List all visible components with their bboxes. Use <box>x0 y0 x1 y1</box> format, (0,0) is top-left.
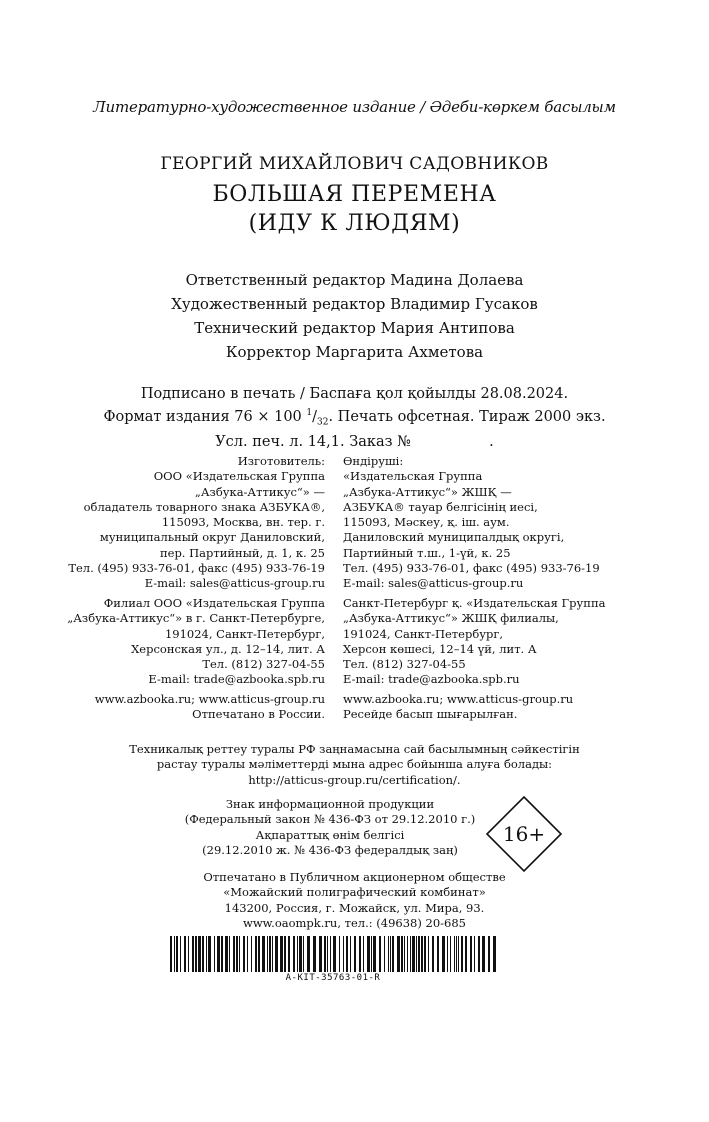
text-line: муниципальный округ Даниловский, <box>99 530 325 545</box>
book-author: ГЕОРГИЙ МИХАЙЛОВИЧ САДОВНИКОВ <box>160 154 549 174</box>
website-line: www.azbooka.ru; www.atticus-group.ru <box>94 692 325 706</box>
print-info <box>0 385 709 452</box>
text-line: 191024, Санкт-Петербург, <box>164 626 325 641</box>
text-line: «Издательская Группа <box>343 469 483 484</box>
email-line: E-mail: sales@atticus-group.ru <box>144 576 325 591</box>
edition-type: Литературно-художественное издание / Әдеби-көркем басылым <box>93 98 616 116</box>
text-line: 115093, Мәскеу, қ. іш. аум. <box>343 515 510 530</box>
email-line: E-mail: trade@azbooka.spb.ru <box>343 672 520 687</box>
editor-line: Художественный редактор Владимир Гусаков <box>171 295 538 313</box>
email-line: E-mail: trade@azbooka.spb.ru <box>148 672 325 687</box>
certification-url: http://atticus-group.ru/certification/. <box>248 772 461 787</box>
format-prefix: Формат издания 76 × 100 <box>103 408 307 425</box>
editors-list <box>0 268 709 364</box>
text-line: (Федеральный закон № 436-ФЗ от 29.12.2010 г.) <box>184 812 476 827</box>
barcode <box>168 936 498 974</box>
format-numerator: 1 <box>306 408 313 418</box>
text-line: пер. Партийный, д. 1, к. 25 <box>159 545 325 560</box>
text-line: Херсонская ул., д. 12–14, лит. А <box>131 641 325 656</box>
order-line: Усл. печ. л. 14,1. Заказ № . <box>215 433 494 450</box>
info-product-sign <box>180 797 480 858</box>
printed-in-line: Отпечатано в России. <box>192 707 325 722</box>
printed-in-line: Ресейде басып шығарылған. <box>343 707 518 722</box>
text-line: Изготовитель: <box>237 454 325 468</box>
editor-line: Технический редактор Мария Антипова <box>194 319 515 337</box>
text-line: „Азбука-Аттикус“» в г. Санкт-Петербурге, <box>67 611 325 626</box>
manufacturer-kz <box>343 454 673 592</box>
printing-house <box>0 870 709 931</box>
branch-kz <box>343 596 673 688</box>
age-rating-badge <box>484 794 564 874</box>
text-line: Даниловский муниципалдық округі, <box>343 530 565 545</box>
format-suffix: . Печать офсетная. Тираж 2000 экз. <box>328 408 606 425</box>
text-line: обладатель товарного знака АЗБУКА®, <box>83 499 325 514</box>
text-line: Тел. (495) 933-76-01, факс (495) 933-76-19 <box>343 561 600 576</box>
barcode-code: А-КIТ-35763-01-R <box>285 973 381 983</box>
text-line: Херсон көшесі, 12–14 үй, лит. А <box>343 641 537 656</box>
certification-note <box>0 742 709 788</box>
subtitle-line: (ИДУ К ЛЮДЯМ) <box>248 211 461 236</box>
barcode-icon <box>168 936 498 972</box>
text-line: „Азбука-Аттикус“» ЖШҚ — <box>343 484 512 499</box>
text-line: (29.12.2010 ж. № 436-ФЗ федералдық заң) <box>202 842 458 857</box>
text-line: Техникалық реттеу туралы РФ заңнамасына сай басылымның сәйкестігін <box>129 742 580 756</box>
text-line: 115093, Москва, вн. тер. г. <box>161 515 325 530</box>
manufacturer-ru <box>40 454 325 592</box>
text-line: „Азбука-Аттикус“» ЖШҚ филиалы, <box>343 611 559 626</box>
age-rating-text: 16+ <box>502 822 546 846</box>
branch-ru <box>40 596 325 688</box>
format-denominator: 32 <box>317 417 329 428</box>
text-line: АЗБУКА® тауар белгісінің иесі, <box>343 499 538 514</box>
website-line: www.azbooka.ru; www.atticus-group.ru <box>343 692 574 706</box>
editor-line: Ответственный редактор Мадина Долаева <box>185 271 524 289</box>
editor-line: Корректор Маргарита Ахметова <box>225 343 484 361</box>
web-ru <box>40 692 325 723</box>
text-line: „Азбука-Аттикус“» — <box>194 484 325 499</box>
title-line: БОЛЬШАЯ ПЕРЕМЕНА <box>212 182 497 207</box>
diamond-icon <box>484 794 564 874</box>
text-line: Тел. (495) 933-76-01, факс (495) 933-76-19 <box>68 561 325 576</box>
text-line: растау туралы мәліметтерді мына адрес бойынша алуға болады: <box>156 757 553 772</box>
text-line: Знак информационной продукции <box>225 797 435 811</box>
signed-date: Подписано в печать / Баспаға қол қойылды 28.08.2024. <box>140 386 569 402</box>
text-line: Тел. (812) 327-04-55 <box>343 657 466 672</box>
email-line: E-mail: sales@atticus-group.ru <box>343 576 524 591</box>
web-kz <box>343 692 673 723</box>
text-line: Отпечатано в Публичном акционерном обществе <box>203 870 506 884</box>
text-line: Ақпараттық өнім белгісі <box>255 827 405 842</box>
book-title <box>0 180 709 238</box>
text-line: Филиал ООО «Издательская Группа <box>103 596 325 610</box>
text-line: Партийный т.ш., 1-үй, к. 25 <box>343 545 511 560</box>
text-line: 143200, Россия, г. Можайск, ул. Мира, 93. <box>224 900 485 915</box>
text-line: ООО «Издательская Группа <box>153 469 325 484</box>
text-line: «Можайский полиграфический комбинат» <box>223 885 486 900</box>
text-line: Санкт-Петербург қ. «Издательская Группа <box>343 596 606 610</box>
text-line: www.oaompk.ru, тел.: (49638) 20-685 <box>243 915 466 930</box>
text-line: 191024, Санкт-Петербург, <box>343 626 504 641</box>
text-line: Өндіруші: <box>343 454 404 468</box>
text-line: Тел. (812) 327-04-55 <box>202 657 325 672</box>
format-line: Формат издания 76 × 100 $^1/_{32}$. Печать офсетная. Тираж 2000 экз. <box>103 408 606 428</box>
